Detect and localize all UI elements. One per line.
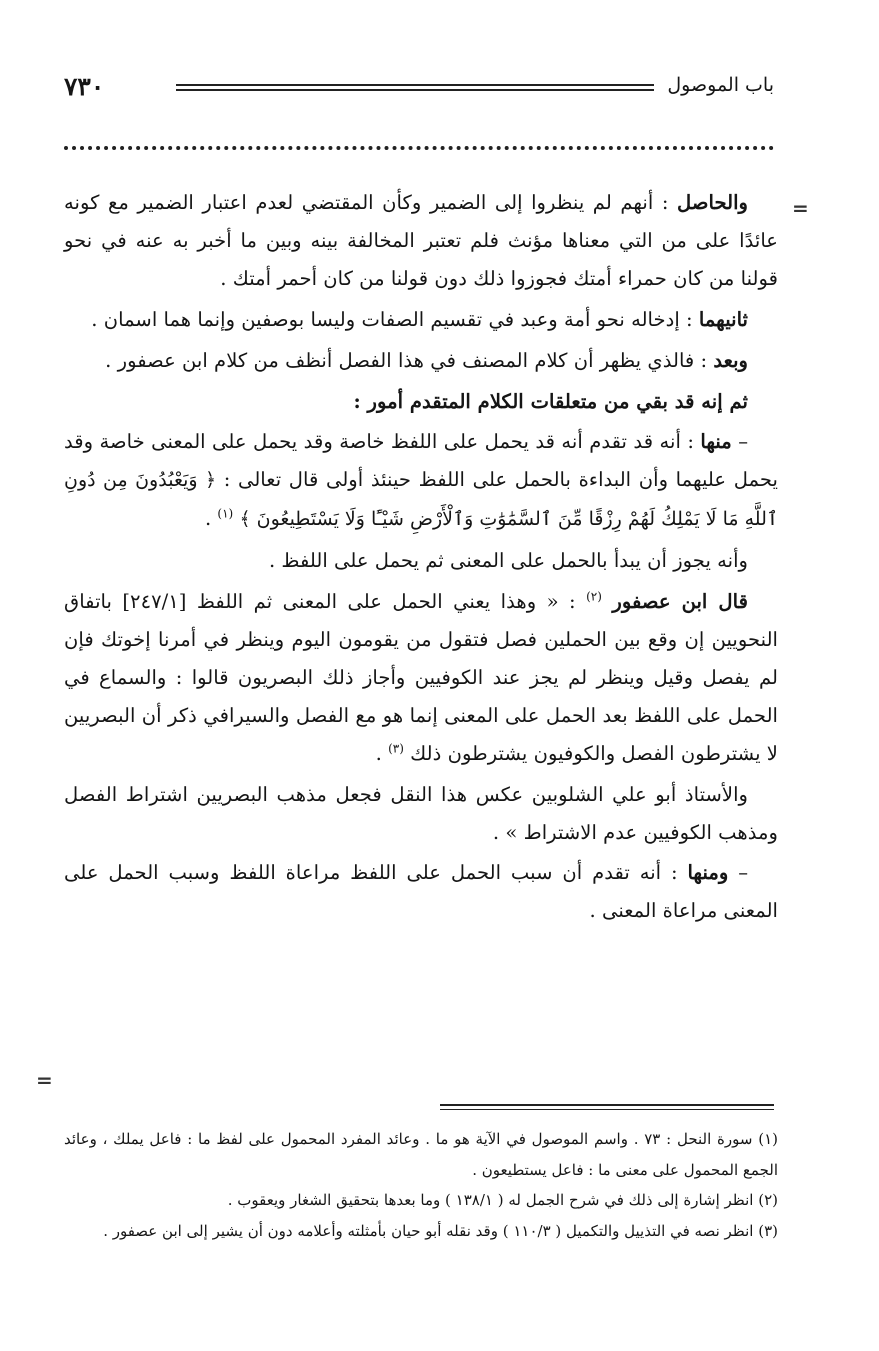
paragraph-text: وأنه يجوز أن يبدأ بالحمل على المعنى ثم يحمل على اللفظ . [268, 549, 748, 573]
paragraph-minha [64, 423, 778, 539]
paragraph-lead: منها [700, 430, 732, 454]
paragraph-lead: قال ابن عصفور [612, 590, 748, 614]
paragraph-lead: والحاصل [677, 191, 748, 214]
paragraph-wa-minha [64, 854, 778, 930]
paragraph-text: : « وهذا يعني الحمل على المعنى ثم اللفظ [٢٤٧/١] باتفاق النحويين إن وقع بين الحملين فصل فتقول من يقومون اليوم وينظر في أمرنا إخوتك فإن لم يفصل وقيل وينظر لم يجز عند الكوفيين وأجاز ذلك البصريون قالوا : والسماع في الحمل على اللفظ بعد الحمل على المعنى إنما هو مع الفصل والسيرافي ذكر أن البصريين لا يشترطون الفصل والكوفيون يشترطون ذلك [64, 590, 779, 765]
footnote-2: (٢) انظر إشارة إلى ذلك في شرح الجمل له ( ١٣٨/١ ) وما بعدها بتحقيق الشغار ويعقوب . [227, 1191, 778, 1210]
chapter-title: باب الموصول [667, 74, 774, 96]
paragraph-text: : أنهم لم ينظروا إلى الضمير وكأن المقتضي لعدم اعتبار الضمير مع كونه عائدًا على من التي معناها مؤنث فلم تعتبر المخالفة بينه وبين ما أخبر به عنه في نحو قولنا من كان حمراء أمتك فجوزوا ذلك دون قولنا من كان أحمر أمتك . [64, 191, 778, 290]
footnote-ref-3: (٣) [388, 741, 404, 756]
page-number: ٧٣٠ [64, 72, 105, 101]
paragraph-text: : إدخاله نحو أمة وعبد في تقسيم الصفات وليسا بوصفين وإنما هما اسمان . [91, 307, 699, 331]
footnote-3: (٣) انظر نصه في التذييل والتكميل ( ١١٠/٣ ) وقد نقله أبو حيان بأمثلته وأعلامه دون أن يشير إلى ابن عصفور . [103, 1221, 778, 1240]
footnote-1: (١) سورة النحل : ٧٣ . واسم الموصول في الآية هو ما . وعائد المفرد المحمول على لفظ ما : فاعل يملك ، وعائد الجمع المحمول على معنى ما : فاعل يستطيعون . [64, 1130, 778, 1179]
list-dash: – [731, 430, 749, 454]
header-double-rule [176, 84, 654, 91]
paragraph-hasil [64, 184, 778, 298]
main-text [64, 184, 778, 933]
paragraph-shalawbin [64, 776, 778, 852]
paragraph-end: . [375, 741, 389, 765]
paragraph-wabaad [64, 342, 778, 380]
paragraph-text: والأستاذ أبو علي الشلوبين عكس هذا النقل فجعل مذهب البصريين اشتراط الفصل ومذهب الكوفيين عدم الاشتراط » . [64, 782, 778, 844]
paragraph-ibn-usfur-quote [64, 583, 778, 773]
running-header [64, 72, 774, 104]
paragraph-text: : أنه قد تقدم أنه قد يحمل على اللفظ خاصة وقد يحمل على المعنى خاصة وقد يحمل عليهما وأن البداءة بالحمل على اللفظ حينئذ أولى قال تعالى : [64, 430, 778, 492]
paragraph-heading-umur [64, 383, 778, 421]
paragraph-text: : أنه تقدم أن سبب الحمل على اللفظ مراعاة اللفظ وسبب الحمل على المعنى مراعاة المعنى . [64, 861, 778, 923]
dotted-separator [64, 146, 774, 150]
paragraph-yabda [64, 542, 778, 580]
list-dash: – [728, 861, 748, 885]
paragraph-lead: ومنها [687, 861, 729, 885]
footnotes [64, 1124, 778, 1246]
footnote-separator [440, 1104, 774, 1110]
paragraph-lead: ثانيهما [698, 307, 748, 331]
quran-verse: ﴿ وَيَعْبُدُونَ مِن دُونِ ٱللَّهِ مَا لَا يَمْلِكُ لَهُمْ رِزْقًا مِّنَ ٱلسَّمَٰوَٰتِ وَٱلْأَرْضِ شَيْـًٔا وَلَا يَسْتَطِيعُونَ ﴾ [64, 469, 778, 531]
paragraph-text: : فالذي يظهر أن كلام المصنف في هذا الفصل أنظف من كلام ابن عصفور . [105, 348, 714, 372]
footnote-ref-1: (١) [217, 506, 234, 521]
footnote-ref-2: (٢) [586, 589, 602, 604]
paragraph-thanihima [64, 301, 778, 339]
paragraph-lead: وبعد [713, 348, 748, 372]
margin-mark-top: = [792, 196, 809, 220]
margin-mark-bottom: = [36, 1068, 53, 1092]
section-heading: ثم إنه قد بقي من متعلقات الكلام المتقدم أمور : [353, 389, 748, 413]
paragraph-end: . [204, 507, 218, 531]
